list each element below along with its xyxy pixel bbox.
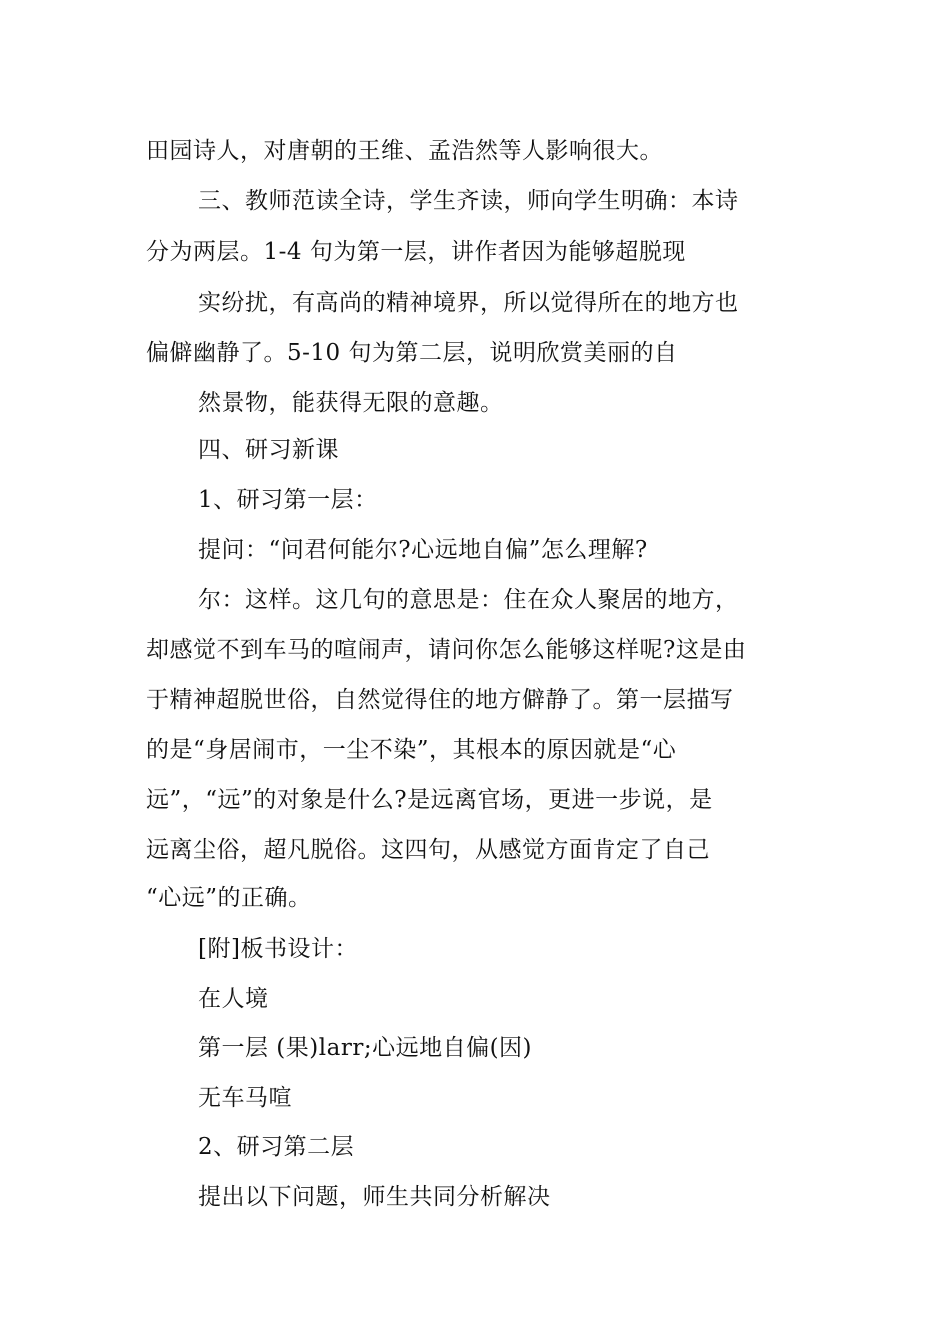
board-line-2: 第一层 (果)larr;心远地自偏(因) xyxy=(198,1035,533,1061)
board-line-1: 在人境 xyxy=(198,986,269,1012)
text-line-3: 分为两层。1-4 句为第一层，讲作者因为能够超脱现 xyxy=(146,239,686,265)
text-line-10: 尔：这样。这几句的意思是：住在众人聚居的地方， xyxy=(198,587,739,613)
text-line-4: 实纷扰，有高尚的精神境界，所以觉得所在的地方也 xyxy=(198,290,739,316)
text-line-1: 田园诗人，对唐朝的王维、孟浩然等人影响很大。 xyxy=(146,138,663,164)
board-design-heading: [附]板书设计： xyxy=(198,936,358,962)
board-line-3: 无车马喧 xyxy=(198,1085,292,1111)
text-line-22: 提出以下问题，师生共同分析解决 xyxy=(198,1184,551,1210)
subsection-heading-1: 1、研习第一层： xyxy=(198,487,378,513)
text-line-16: “心远”的正确。 xyxy=(146,885,312,911)
text-line-12: 于精神超脱世俗，自然觉得住的地方僻静了。第一层描写 xyxy=(146,687,734,713)
question-line: 提问：“问君何能尔?心远地自偏”怎么理解? xyxy=(198,537,648,563)
subsection-heading-2: 2、研习第二层 xyxy=(198,1134,355,1160)
text-line-13: 的是“身居闹市，一尘不染”，其根本的原因就是“心 xyxy=(146,737,677,763)
text-line-6: 然景物，能获得无限的意趣。 xyxy=(198,390,504,416)
text-line-2: 三、教师范读全诗，学生齐读，师向学生明确：本诗 xyxy=(198,188,739,214)
text-line-5: 偏僻幽静了。5-10 句为第二层，说明欣赏美丽的自 xyxy=(146,340,678,366)
text-line-11: 却感觉不到车马的喧闹声，请问你怎么能够这样呢?这是由 xyxy=(146,637,747,663)
text-line-15: 远离尘俗，超凡脱俗。这四句，从感觉方面肯定了自己 xyxy=(146,837,710,863)
section-heading-4: 四、研习新课 xyxy=(198,437,339,463)
text-line-14: 远”，“远”的对象是什么?是远离官场，更进一步说，是 xyxy=(146,787,713,813)
